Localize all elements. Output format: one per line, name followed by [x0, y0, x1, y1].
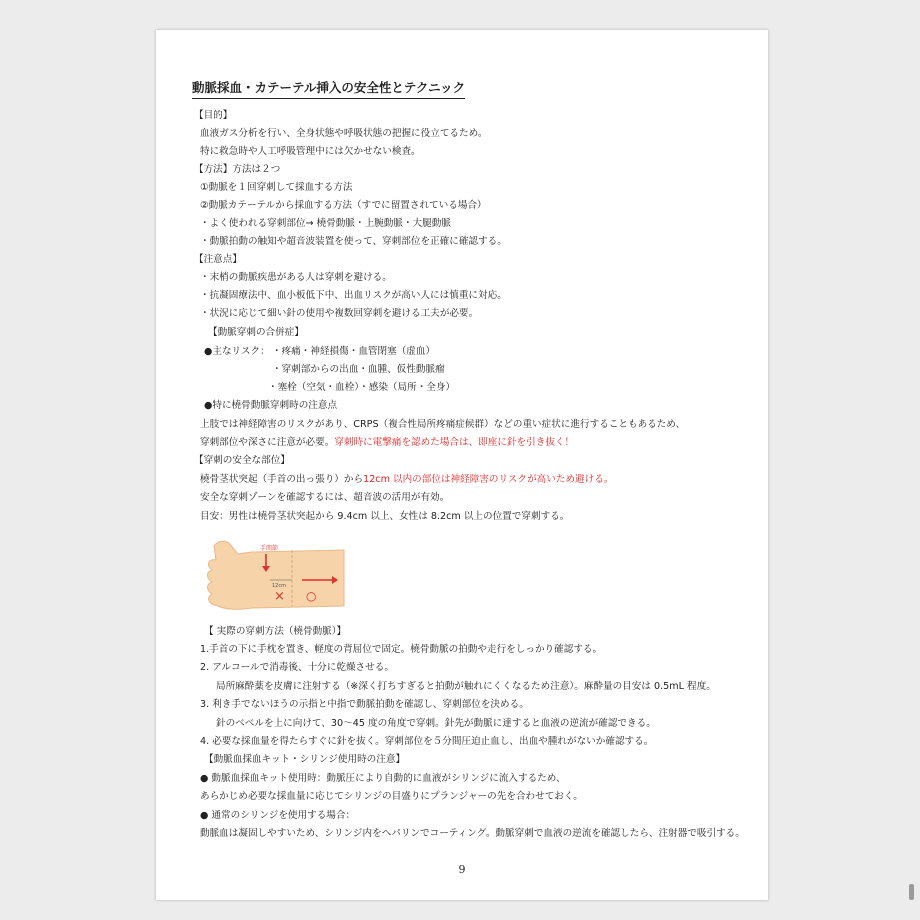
ok-mark: ○ — [306, 589, 317, 603]
complications-heading: 【動脈穿刺の合併症】 — [208, 327, 304, 338]
page-number: 9 — [458, 863, 466, 876]
safe-site-line: 安全な穿刺ゾーンを確認するには、超音波の活用が有効。 — [200, 492, 450, 503]
radial-line — [200, 437, 574, 449]
main-risk-label: ●主なリスク： — [204, 346, 270, 357]
caution-item: ・状況に応じて細い針の使用や複数回穿刺を避ける工夫が必要。 — [200, 308, 479, 319]
radial-line: 上肢では神経障害のリスクがあり、CRPS（複合性局所疼痛症候群）などの重い症状に進行することもあるため、 — [200, 419, 686, 430]
purpose-heading: 【目的】 — [194, 110, 233, 121]
procedure-step: 3. 利き手でないほうの示指と中指で動脈拍動を確認し、穿刺部位を決める。 — [200, 699, 529, 710]
radial-heading: ●特に橈骨動脈穿刺時の注意点 — [204, 400, 338, 411]
caution-heading: 【注意点】 — [194, 254, 242, 265]
safe-site-text: 橈骨茎状突起（手首の出っ張り）から — [200, 474, 364, 485]
safe-site-warning: 12cm 以内の部位は神経障害のリスクが高いため避ける。 — [363, 474, 614, 485]
method-item: ①動脈を１回穿刺して採血する方法 — [200, 182, 353, 193]
purpose-line: 特に救急時や人工呼吸管理中には欠かせない検査。 — [200, 146, 421, 157]
kit-line: ● 通常のシリンジを使用する場合： — [200, 810, 356, 821]
figure-top-label: 手関節 — [260, 545, 279, 552]
procedure-step: 局所麻酔薬を皮膚に注射する（※深く打ちすぎると拍動が触れにくくなるため注意）。麻酔量の目安は 0.5mL 程度。 — [216, 681, 716, 692]
kit-line: あらかじめ必要な採血量に応じてシリンジの目盛りにプランジャーの先を合わせておく。 — [200, 791, 583, 802]
ng-mark: × — [274, 589, 285, 604]
procedure-heading: 【 実際の穿刺方法（橈骨動脈）】 — [204, 626, 347, 637]
caution-item: ・末梢の動脈疾患がある人は穿刺を避ける。 — [200, 272, 392, 283]
method-item: ②動脈カテーテルから採血する方法（すでに留置されている場合） — [200, 200, 487, 211]
method-item: ・動脈拍動の触知や超音波装置を使って、穿刺部位を正確に確認する。 — [200, 236, 507, 247]
method-heading: 【方法】方法は２つ — [194, 164, 281, 175]
radial-line-text: 穿刺部位や深さに注意が必要。 — [200, 437, 335, 448]
wrist-puncture-figure — [204, 538, 346, 616]
method-item: ・よく使われる穿刺部位→ 橈骨動脈・上腕動脈・大腿動脈 — [200, 218, 451, 229]
figure-measure-label: 12cm — [272, 583, 286, 589]
risk-item: ・塞栓（空気・血栓）・感染（局所・全身） — [268, 382, 456, 393]
procedure-step: 2. アルコールで消毒後、十分に乾燥させる。 — [200, 662, 394, 673]
purpose-line: 血液ガス分析を行い、全身状態や呼吸状態の把握に役立てるため。 — [200, 128, 488, 139]
kit-line: 動脈血は凝固しやすいため、シリンジ内をヘパリンでコーティング。動脈穿刺で血液の逆流を確認したら、注射器で吸引する。 — [200, 828, 745, 839]
radial-warning: 穿刺時に電撃痛を認めた場合は、即座に針を引き抜く！ — [334, 437, 575, 448]
risk-item: ・疼痛・神経損傷・血管閉塞（虚血） — [272, 346, 436, 357]
risk-item: ・穿刺部からの出血・血腫、仮性動脈瘤 — [272, 364, 445, 375]
vertical-scrollbar[interactable] — [908, 0, 916, 920]
caution-item: ・抗凝固療法中、血小板低下中、出血リスクが高い人には慎重に対応。 — [200, 290, 507, 301]
procedure-step: 4. 必要な採血量を得たらすぐに針を抜く。穿刺部位を５分間圧迫止血し、出血や腫れがないか確認する。 — [200, 736, 654, 747]
procedure-step: 針のベベルを上に向けて、30～45 度の角度で穿刺。針先が動脈に達すると血液の逆流が確認できる。 — [216, 718, 656, 729]
kit-line: ● 動脈血採血キット使用時：動脈圧により自動的に血液がシリンジに流入するため、 — [200, 773, 566, 784]
scrollbar-thumb[interactable] — [909, 884, 914, 900]
safe-site-heading: 【穿刺の安全な部位】 — [194, 455, 290, 466]
page-title: 動脈採血・カテーテル挿入の安全性とテクニック — [192, 78, 465, 99]
safe-site-line: 目安：男性は橈骨茎状突起から 9.4cm 以上、女性は 8.2cm 以上の位置で穿刺する。 — [200, 511, 570, 522]
procedure-step: 1.手首の下に手枕を置き、軽度の背屈位で固定。橈骨動脈の拍動や走行をしっかり確認する。 — [200, 644, 603, 655]
kit-heading: 【動脈血採血キット・シリンジ使用時の注意】 — [204, 754, 406, 765]
safe-site-line — [200, 474, 613, 486]
document-page — [156, 30, 768, 900]
